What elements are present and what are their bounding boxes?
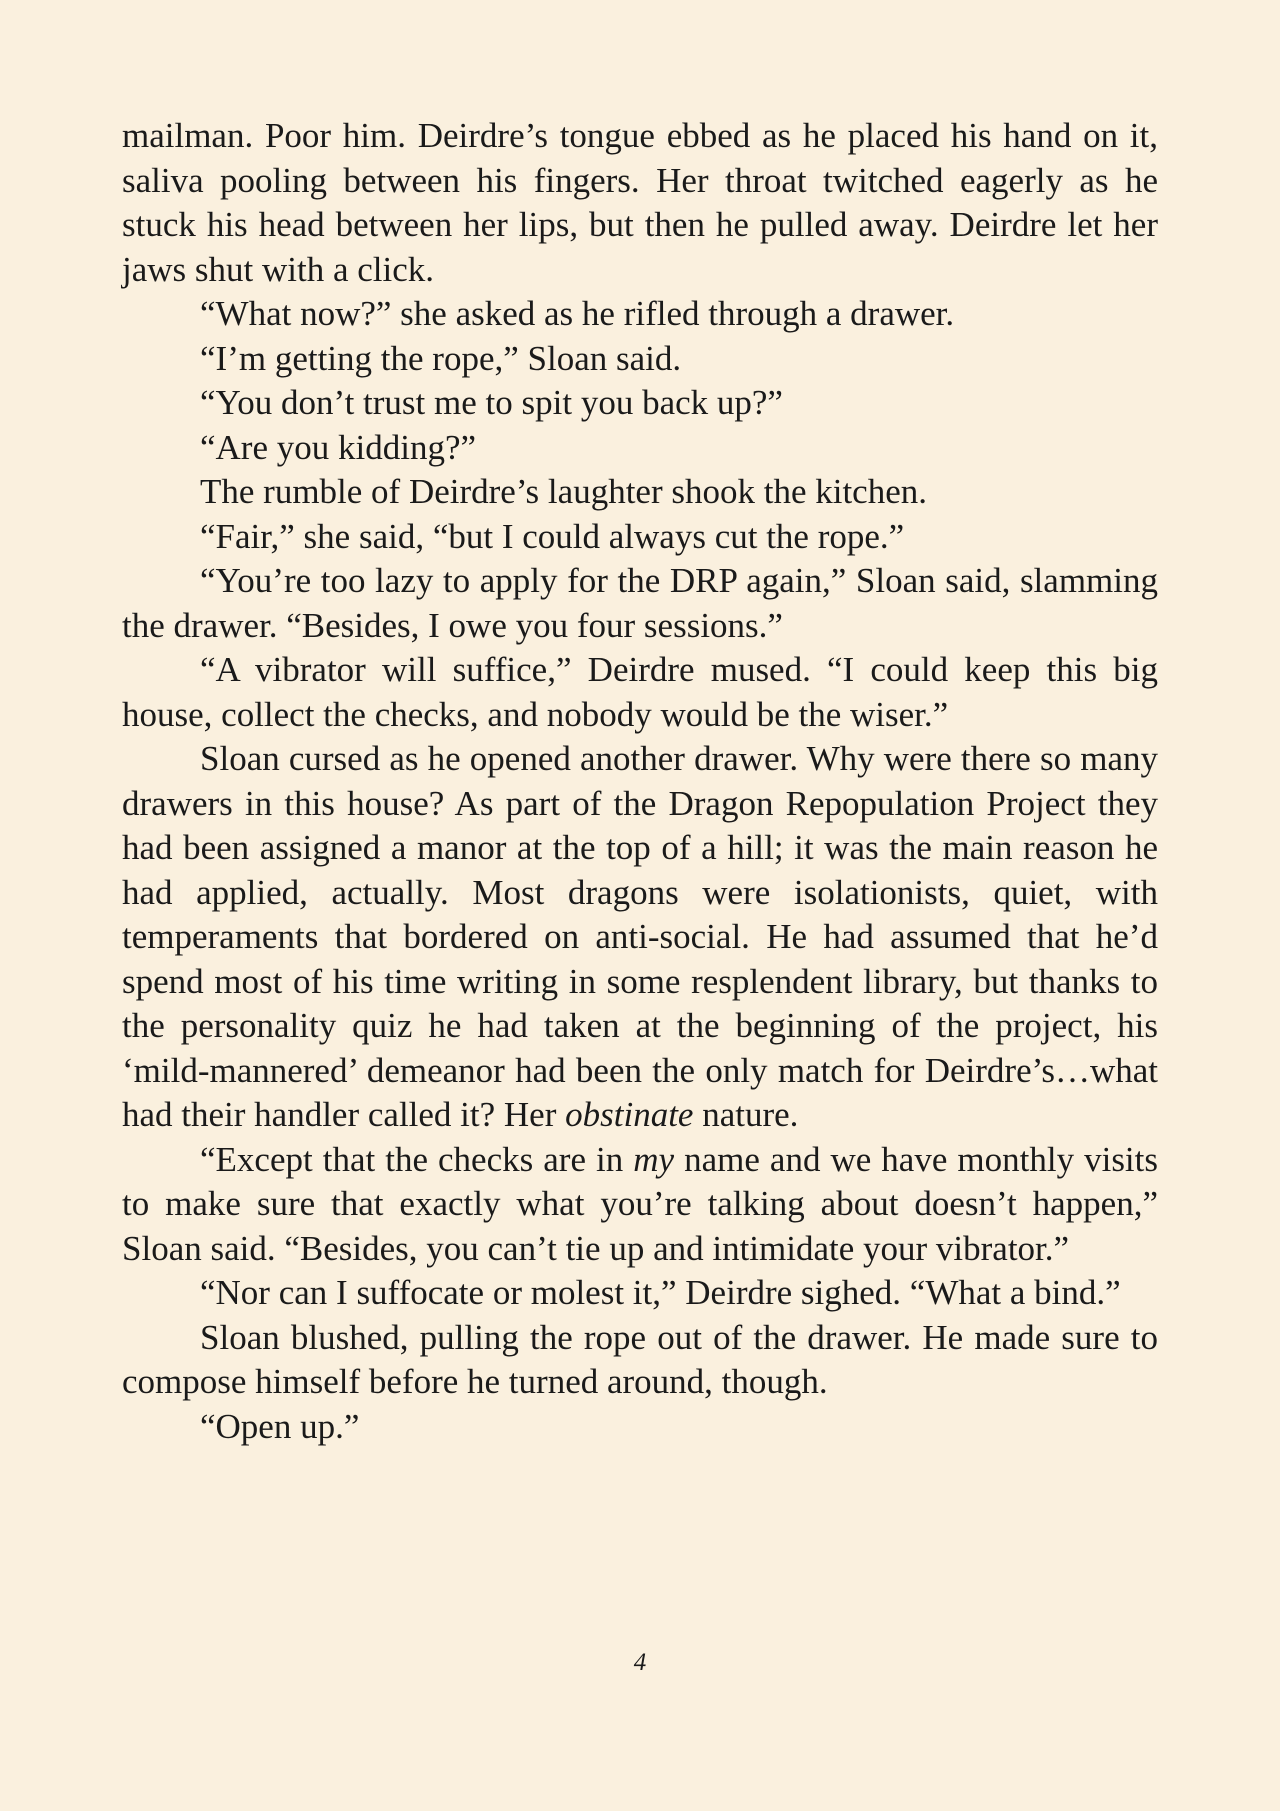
paragraph-8 bbox=[122, 559, 1158, 648]
paragraph-text: Sloan cursed as he opened another drawer. Why were there so many drawers in this house? As part of the Dragon Repopulation Project they had been assigned a manor at the top of a hill; it was the main reason he had applied, actually. Most dragons were isolationists, quiet, with temperaments that bordered on anti-social. He had assumed that he’d spend most of his time writing in some resplendent library, but thanks to the personality quiz he had taken at the beginning of the project, his ‘mild-mannered’ demeanor had been the only match for Deirdre’s…what had their handler called it? Her bbox=[122, 739, 1158, 1134]
paragraph-11 bbox=[122, 1138, 1158, 1272]
paragraph-14 bbox=[122, 1405, 1158, 1450]
paragraph-text: “You don’t trust me to spit you back up?” bbox=[200, 383, 783, 422]
paragraph-7 bbox=[122, 515, 1158, 560]
paragraph-text: “Nor can I suffocate or molest it,” Deirdre sighed. “What a bind.” bbox=[200, 1273, 1121, 1312]
paragraph-4 bbox=[122, 381, 1158, 426]
paragraph-text: “I’m getting the rope,” Sloan said. bbox=[200, 338, 682, 378]
paragraph-3 bbox=[122, 337, 1158, 382]
paragraph-text: Sloan blushed, pulling the rope out of the drawer. He made sure to compose himself before he turned around, though. bbox=[122, 1317, 1158, 1401]
paragraph-text: mailman. Poor him. Deirdre’s tongue ebbed as he placed his hand on it, saliva pooling between his fingers. Her throat twitched eagerly as he stuck his head between her lips, but then he pulled away. Deirdre let her jaws shut with a click. bbox=[122, 116, 1158, 289]
paragraph-text: “A vibrator will suffice,” Deirdre mused. “I could keep this big house, collect the checks, and nobody would be the wiser.” bbox=[122, 650, 1158, 734]
page-body bbox=[122, 114, 1158, 1449]
italic-emphasis: my bbox=[633, 1139, 675, 1179]
paragraph-6 bbox=[122, 470, 1158, 515]
paragraph-12 bbox=[122, 1271, 1158, 1316]
paragraph-text: “Open up.” bbox=[200, 1406, 360, 1446]
italic-emphasis: obstinate bbox=[565, 1095, 694, 1134]
page-number: 4 bbox=[633, 1649, 647, 1676]
paragraph-text: name and we have monthly visits to make sure that exactly what you’re talking about doesn’t happen,” Sloan said. “Besides, you can’t tie up and intimidate your vibrator.” bbox=[122, 1139, 1159, 1268]
paragraph-1 bbox=[122, 114, 1158, 292]
paragraph-10 bbox=[122, 737, 1158, 1138]
paragraph-text: The rumble of Deirdre’s laughter shook the kitchen. bbox=[200, 472, 928, 511]
paragraph-2 bbox=[122, 292, 1158, 337]
paragraph-text: “Fair,” she said, “but I could always cut the rope.” bbox=[200, 516, 905, 556]
paragraph-text: “Are you kidding?” bbox=[200, 427, 477, 467]
paragraph-text: nature. bbox=[693, 1095, 799, 1134]
paragraph-text: “What now?” she asked as he rifled through a drawer. bbox=[200, 294, 955, 333]
paragraph-13 bbox=[122, 1316, 1158, 1405]
paragraph-text: “Except that the checks are in bbox=[200, 1139, 634, 1179]
paragraph-9 bbox=[122, 648, 1158, 737]
paragraph-5 bbox=[122, 426, 1158, 471]
paragraph-text: “You’re too lazy to apply for the DRP again,” Sloan said, slamming the drawer. “Besides, I owe you four sessions.” bbox=[122, 561, 1158, 645]
